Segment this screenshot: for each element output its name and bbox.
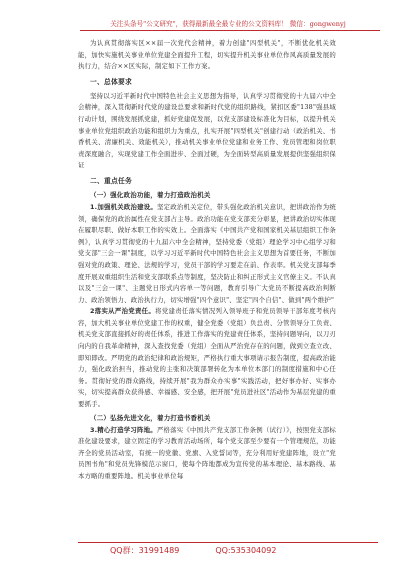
- task-1-text: 坚定政治机关定位，带头强化政治机关意识，把讲政治作为统领，确保党的政治属性在党支部占主导。政治功能在党支部充分彰显，把讲政治切实体现在履职尽职、做好本职工作的实效上。全面落实《中国共产党和国家机关基层组织工作条例》，认真学习贯彻党的十九届六中全会精神，坚持党委（党组）理论学习中心组学习和党支部"三会一课"制度，以学习习近平新时代中国特色社会主义思想为首要任务，不断加强对党的政策、理论、法规的学习，党员干部的学习要走在前、作表率。机关党支部每季度开展双重组织生活和党支部联系点等制度，坚决防止和纠正形式主义官僚主义。不认真以及"三会一课"、主题党日形式内容单一等问题，教育引导广大党员不断提高政治判断力、政治领悟力、政治执行力，切实增强"四个意识"、坚定"四个自信"、做到"两个维护": [78, 202, 336, 304]
- header-divider: [80, 30, 380, 31]
- task-3-text: 严格落实《中国共产党支部工作条例（试行）》，按照党支部标准化建设要求，建立固定的学习教育活动场所，每个党支部至少要有一个管理规范，功能齐全的党员活动室，有统一的党徽、党旗、入党誓词等，充分利用好党建阵地，设立"党员图书角"和党员先锋模范示窗口，使每个阵地都成为宣传党的基本理论、基本路线、基本方略的重要阵地。机关事业单位每: [78, 425, 336, 480]
- task-3-paragraph: [78, 425, 336, 483]
- task-2-paragraph: [78, 306, 336, 410]
- document-body: [78, 38, 336, 483]
- task-2-text: 将党建责任落实情况列入领导班子和党员领导干部年度考核内容，加大机关事业单位党建工作的权重，健全党委（党组）负总责、分管领导分工负责、机关党支部直接抓好的责任体系，推进工作落实的党建责任体系，坚持问题导向，以刀刃向内的自我革命精神，深入查找党委（党组）全面从严治党存在的问题，做到立查立改、即知即改。严明党的政治纪律和政治规矩，严格执行重大事项请示报告制度，提高政治能力，强化政治担当，推动党的主张和决策部署转化为本单位本部门的制度措施和中心任务。贯彻好党的群众路线，持续开展"我为群众办实事"实践活动，把好事办好、实事办实，切实提高群众获得感、幸福感、安全感，把开展"党员进社区"活动作为基层党建的重要抓手。: [78, 307, 337, 409]
- footer-qq-group: QQ群：31991489: [110, 546, 180, 555]
- general-requirements-paragraph: 坚持以习近平新时代中国特色社会主义思想为指导，认真学习贯彻党的十九届六中全会精神，深入贯彻新时代党的建设总要求和新时代党的组织路线，紧扣区委"138"强县域行动计划，围绕发展抓党建，抓好党建促发展，以党支部建设标准化为目标，以提升机关事业单位党组织政治功能和组织力为重点，扎实开展"四型机关"创建行动（政治机关、书香机关、清廉机关、效能机关），推动机关事业单位党建和业务工作、党员管理和岗位职责深度融合，实现党建工作全面进步、全面过硬，为全面转型高质量发展提供坚强组织保证: [78, 91, 336, 170]
- task-1-label: 1.加强机关政治建设。: [90, 202, 157, 211]
- footer-qq: QQ:535304092: [215, 546, 277, 555]
- section-heading-key-tasks: 二、重点任务: [90, 176, 132, 185]
- subsection-heading-reading-organ: （二）弘扬先进文化，着力打造书香机关: [90, 413, 211, 422]
- intro-paragraph: 为认真贯彻落实区××届一次党代会精神，着力创建"四型机关"，不断优化机关效能，加快实施机关事业单位党建全面提升工程，切实提升机关事业单位作风高质量发展的执行力，结合××区实际，制定如下工作方案。: [78, 39, 336, 71]
- task-3-label: 3.精心打造学习阵地。: [90, 425, 157, 434]
- footer-divider: [78, 542, 378, 543]
- page-footer: [110, 546, 330, 556]
- section-heading-general-requirements: 一、总体要求: [90, 77, 132, 86]
- task-2-label: 2落实从严治党责任。: [90, 307, 156, 316]
- page-header: 关注头条号"公文研究"，获得最新最全最专业的公文资料库！ 微信：gongwenyj: [110, 20, 346, 28]
- task-1-paragraph: [78, 202, 336, 306]
- subsection-heading-political-organ: （一）强化政治功能，着力打造政治机关: [90, 190, 211, 199]
